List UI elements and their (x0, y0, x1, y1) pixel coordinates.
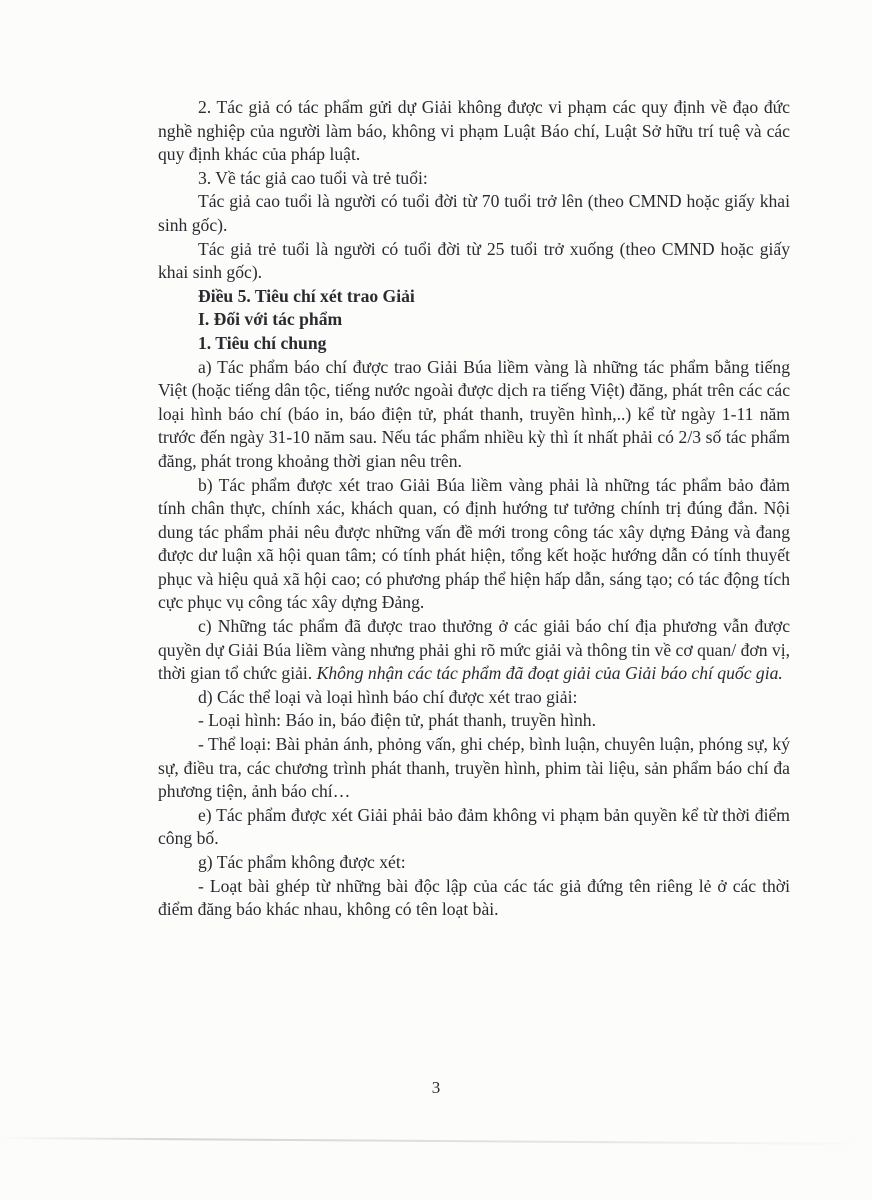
paragraph-author-violations: 2. Tác giả có tác phẩm gửi dự Giải không được vi phạm các quy định về đạo đức nghề nghiệp của người làm báo, không vi phạm Luật Báo chí, Luật Sở hữu trí tuệ và các quy định khác của pháp luật. (158, 97, 790, 165)
criterion-c-exclusion: Không nhận các tác phẩm đã đoạt giải của Giải báo chí quốc gia. (316, 663, 783, 684)
paragraph-criterion-b: b) Tác phẩm được xét trao Giải Búa liềm vàng phải là những tác phẩm bảo đảm tính chân thực, chính xác, khách quan, có định hướng tư tưởng chính trị đúng đắn. Nội dung tác phẩm phải nêu được những vấn đề mới trong công tác xây dựng Đảng và đang được dư luận xã hội quan tâm; có tính phát hiện, tổng kết hoặc hướng dẫn có tính thuyết phục và hiệu quả xã hội cao; có phương pháp thể hiện hấp dẫn, sáng tạo; có tác động tích cực phục vụ công tác xây dựng Đảng. (158, 474, 790, 613)
section-i-heading: I. Đối với tác phẩm (198, 309, 343, 330)
paragraph-genres: - Thể loại: Bài phản ánh, phỏng vấn, ghi chép, bình luận, chuyên luận, phóng sự, ký sự, điều tra, các chương trình phát thanh, truyền hình, phim tài liệu, sản phẩm báo chí đa phương tiện, ảnh báo chí… (158, 734, 790, 802)
paragraph-criterion-d: d) Các thể loại và loại hình báo chí được xét trao giải: (198, 686, 578, 707)
article-5-heading: Điều 5. Tiêu chí xét trao Giải (198, 285, 415, 306)
paragraph-age-heading: 3. Về tác giả cao tuổi và trẻ tuổi: (198, 167, 428, 188)
paragraph-criterion-c (158, 615, 790, 686)
paragraph-senior-author: Tác giả cao tuổi là người có tuổi đời từ 70 tuổi trở lên (theo CMND hoặc giấy khai sinh gốc). (158, 191, 790, 235)
subsection-1-heading: 1. Tiêu chí chung (198, 332, 327, 353)
page-number: 3 (431, 1078, 441, 1097)
criterion-c-text: c) Những tác phẩm đã được trao thưởng ở các giải báo chí địa phương vẫn được quyền dự Giải Búa liềm vàng nhưng phải ghi rõ mức giải và thông tin về cơ quan/ đơn vị, thời gian tổ chức giải. (158, 616, 790, 684)
paragraph-media-types: - Loại hình: Báo in, báo điện tử, phát thanh, truyền hình. (198, 710, 596, 731)
paragraph-excluded-series: - Loạt bài ghép từ những bài độc lập của các tác giả đứng tên riêng lẻ ở các thời điểm đăng báo khác nhau, không có tên loạt bài. (158, 875, 790, 920)
paragraph-criterion-e: e) Tác phẩm được xét Giải phải bảo đảm không vi phạm bản quyền kể từ thời điểm công bố. (158, 804, 790, 849)
scan-edge-line (0, 1137, 872, 1145)
paragraph-criterion-g: g) Tác phẩm không được xét: (198, 852, 406, 872)
paragraph-criterion-a: a) Tác phẩm báo chí được trao Giải Búa liềm vàng là những tác phẩm bằng tiếng Việt (hoặc tiếng dân tộc, tiếng nước ngoài được dịch ra tiếng Việt) đăng, phát trên các các loại hình báo chí (báo in, báo điện tử, phát thanh, truyền hình,..) kể từ ngày 1-11 năm trước đến ngày 31-10 năm sau. Nếu tác phẩm nhiều kỳ thì ít nhất phải có 2/3 số tác phẩm đăng, phát trong khoảng thời gian nêu trên. (158, 356, 790, 471)
paragraph-young-author: Tác giả trẻ tuổi là người có tuổi đời từ 25 tuổi trở xuống (theo CMND hoặc giấy khai sinh gốc). (158, 238, 790, 283)
document-body (158, 96, 790, 922)
